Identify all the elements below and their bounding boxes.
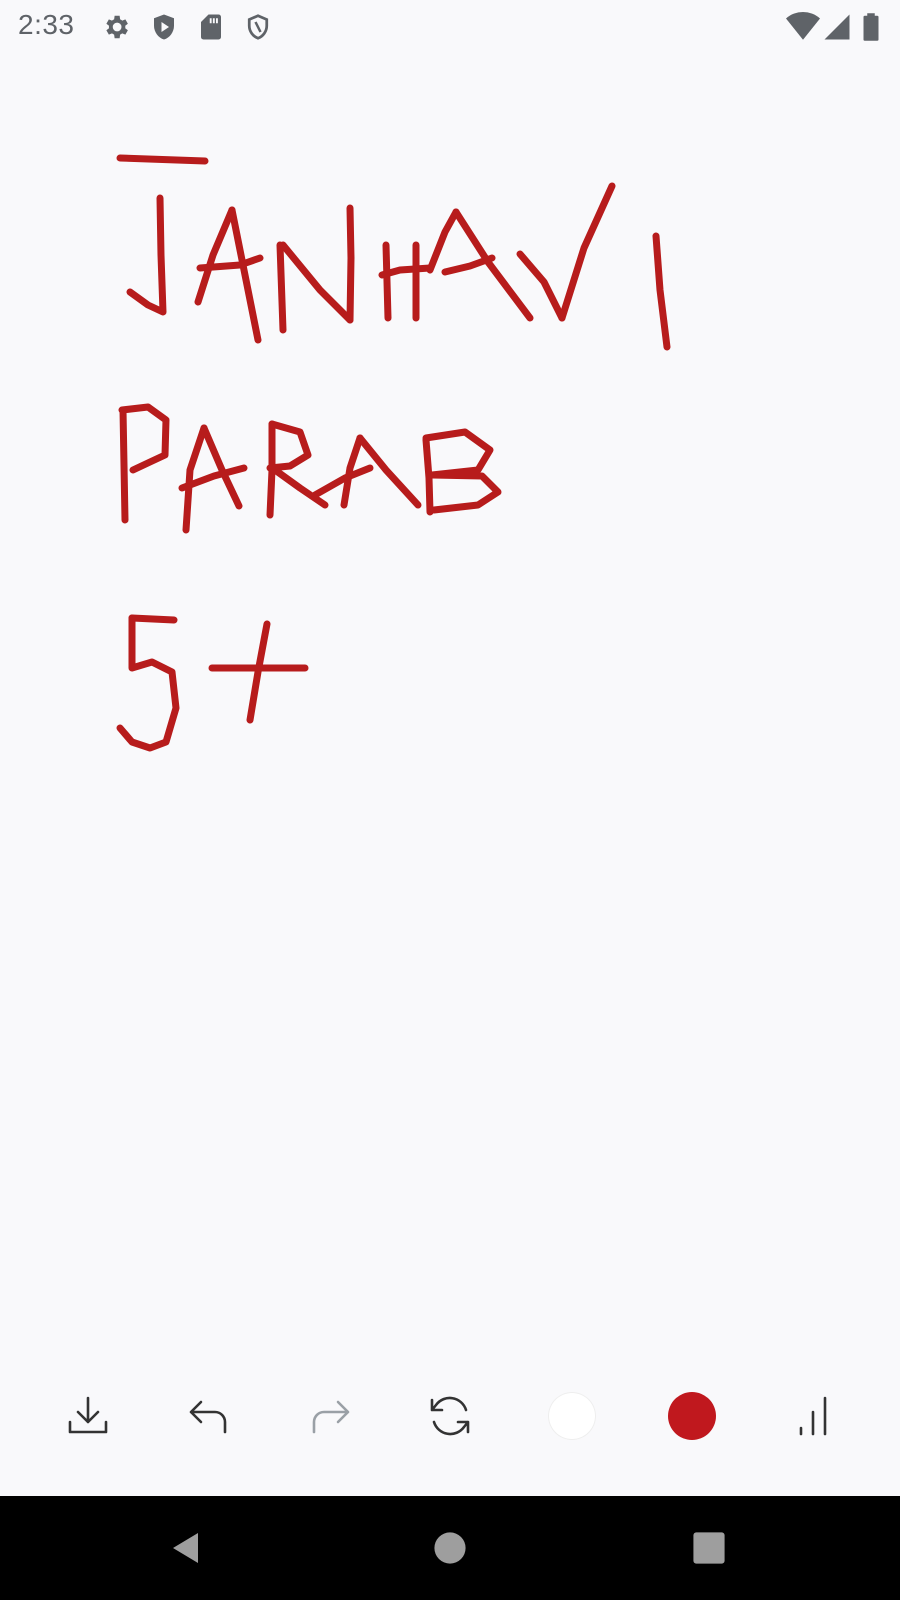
undo-icon (185, 1392, 233, 1440)
nav-home-button[interactable] (418, 1516, 482, 1580)
ink-stroke-A6 (445, 258, 492, 272)
ink-stroke-5a (132, 618, 174, 620)
cell-signal-icon (822, 12, 852, 42)
battery-icon (860, 12, 882, 42)
reset-canvas-button[interactable] (418, 1384, 482, 1448)
wifi-icon (786, 12, 820, 42)
ink-stroke-A4 (430, 212, 456, 270)
brush-size-button[interactable] (781, 1384, 845, 1448)
ink-stroke-J-bar (120, 158, 205, 161)
ink-stroke-A8 (204, 428, 239, 506)
ink-stroke-5b (120, 618, 176, 748)
download-button[interactable] (56, 1384, 120, 1448)
ink-stroke-B2 (426, 432, 490, 475)
download-icon (64, 1392, 112, 1440)
ink-stroke-R2 (270, 424, 308, 468)
undo-button[interactable] (177, 1384, 241, 1448)
ink-stroke-P2 (122, 407, 166, 470)
drawing-toolbar (0, 1372, 900, 1460)
ink-stroke-I (656, 236, 667, 347)
ink-stroke-P1 (123, 410, 125, 520)
refresh-icon (426, 1392, 474, 1440)
ink-stroke-N1 (280, 245, 283, 330)
shield-outline-icon (243, 12, 273, 42)
nav-recents-button[interactable] (677, 1516, 741, 1580)
status-time: 2:33 (18, 9, 75, 40)
status-bar (0, 0, 900, 52)
ink-stroke-V2 (562, 186, 612, 318)
back-icon (168, 1528, 208, 1568)
nav-back-button[interactable] (156, 1516, 220, 1580)
ink-stroke-B3 (432, 475, 498, 510)
drawing-canvas[interactable] (0, 52, 900, 1372)
ink-stroke-A2 (232, 210, 258, 340)
gear-icon (101, 12, 131, 42)
background-color-button[interactable] (540, 1384, 604, 1448)
background-color-swatch (548, 1392, 596, 1440)
ink-stroke-N2 (283, 245, 350, 320)
system-navigation-bar (0, 1496, 900, 1600)
home-icon (433, 1531, 467, 1565)
play-shield-icon (149, 12, 179, 42)
ink-stroke-J (130, 198, 163, 312)
ink-stroke-N3 (350, 208, 351, 320)
sd-card-icon (196, 12, 226, 42)
ink-stroke-A12 (315, 468, 370, 495)
brush-color-swatch (668, 1392, 716, 1440)
redo-button[interactable] (298, 1384, 362, 1448)
ink-stroke-R3 (275, 470, 325, 505)
recents-icon (692, 1531, 726, 1565)
ink-stroke-H1 (386, 245, 388, 318)
redo-icon (306, 1392, 354, 1440)
stroke-width-icon (789, 1392, 837, 1440)
brush-color-button[interactable] (660, 1384, 724, 1448)
ink-stroke-7b (250, 624, 267, 720)
ink-stroke-A1 (198, 210, 232, 302)
